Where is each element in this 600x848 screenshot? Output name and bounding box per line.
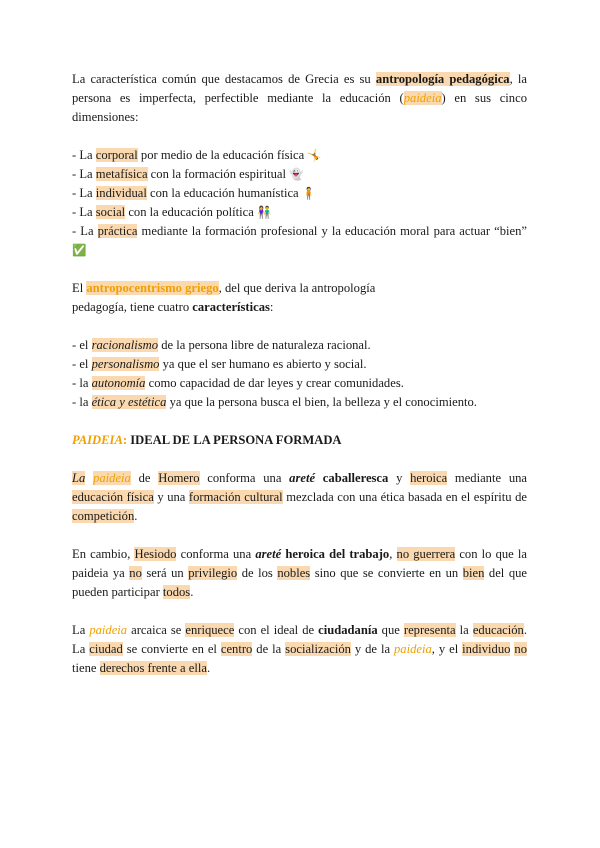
intro-text: , la persona es imperfecta, perfectible mediante la educación ( — [72, 72, 527, 105]
hl: no — [514, 642, 527, 656]
hl: no guerrera — [396, 547, 456, 561]
feature-item — [72, 374, 527, 393]
text: y — [388, 471, 411, 485]
hl: socialización — [285, 642, 351, 656]
feature-item — [72, 355, 527, 374]
feature-item — [72, 393, 527, 412]
dimension-item — [72, 222, 527, 260]
text: mezclada con una ética basada en el espíritu de — [282, 490, 527, 504]
bold-text: caballeresca — [315, 471, 389, 485]
dimension-item — [72, 165, 527, 184]
dimension-text: por medio de la educación física — [137, 148, 308, 162]
text: sino que se convierte en un — [310, 566, 463, 580]
hl: paideia — [93, 471, 131, 485]
feature-highlight: ética y estética — [91, 395, 167, 409]
dimension-prefix: - La — [72, 205, 96, 219]
intro-text: ) en sus cinco dimensiones: — [72, 91, 527, 124]
text: En cambio, — [72, 547, 135, 561]
text: de los — [237, 566, 278, 580]
ghost-icon: 👻 — [289, 167, 304, 181]
hl: nobles — [277, 566, 311, 580]
feature-text: ya que la persona busca el bien, la belleza y el conocimiento. — [166, 395, 477, 409]
text: con el ideal de — [234, 623, 319, 637]
text: . — [134, 509, 138, 523]
highlight-antropocentrismo: antropocentrismo griego — [86, 281, 219, 295]
hl: no — [129, 566, 142, 580]
dimension-prefix: - La — [72, 224, 98, 238]
heading-title: IDEAL DE LA PERSONA FORMADA — [130, 433, 342, 447]
dimension-text: mediante la formación profesional y la educación moral para actuar “bien” — [137, 224, 527, 238]
hl: educación física — [72, 490, 154, 504]
hl: Homero — [158, 471, 200, 485]
text: arcaica se — [127, 623, 186, 637]
hl: ciudad — [89, 642, 123, 656]
paideia: paideia — [394, 642, 432, 656]
text: será un — [141, 566, 189, 580]
dimension-text: con la educación política — [125, 205, 258, 219]
hl: individuo — [462, 642, 511, 656]
text: y una — [153, 490, 189, 504]
arcaica-paragraph — [72, 621, 527, 678]
feature-prefix: - el — [72, 357, 92, 371]
text: tiene — [72, 661, 100, 675]
hl: bien — [462, 566, 485, 580]
hl: enriquece — [185, 623, 235, 637]
dimension-text: con la educación humanística — [146, 186, 302, 200]
feature-prefix: - la — [72, 395, 92, 409]
text: . — [206, 661, 211, 675]
feature-prefix: - la — [72, 376, 92, 390]
feature-highlight: racionalismo — [91, 338, 159, 352]
text: : — [269, 300, 274, 314]
dimension-item — [72, 146, 527, 165]
caracteristicas-bold: características — [192, 300, 270, 314]
text: conforma una — [199, 471, 290, 485]
text: , y el — [431, 642, 463, 656]
hl: privilegio — [188, 566, 238, 580]
heading-paideia: PAIDEIA — [72, 433, 123, 447]
paideia: paideia — [89, 623, 128, 637]
arete: areté — [255, 547, 282, 561]
text: y de la — [350, 642, 394, 656]
hl: educación — [472, 623, 524, 637]
arete: areté — [289, 471, 316, 485]
couple-icon: 👫 — [257, 205, 272, 219]
dimension-highlight: individual — [95, 186, 147, 200]
text: pedagogía, tiene cuatro — [72, 300, 193, 314]
text: mediante una — [447, 471, 527, 485]
gymnast-icon: 🤸 — [307, 148, 322, 162]
highlight-paideia: paideia — [403, 91, 442, 105]
text — [85, 471, 93, 485]
highlight-antropologia: antropología pedagógica — [375, 72, 510, 86]
dimension-highlight: corporal — [95, 148, 138, 162]
text: La — [72, 623, 90, 637]
hl: representa — [403, 623, 456, 637]
hl: competición — [72, 509, 135, 523]
hl: heroica — [410, 471, 448, 485]
antropocentrismo-paragraph — [72, 279, 527, 317]
hl: Hesiodo — [134, 547, 177, 561]
dimension-item — [72, 203, 527, 222]
bold-text: ciudadanía — [318, 623, 378, 637]
text: la — [455, 623, 473, 637]
heading-colon: : — [122, 433, 131, 447]
dimension-text: con la formación espiritual — [147, 167, 290, 181]
text: , del que deriva la antropología — [218, 281, 376, 295]
hl: todos — [162, 585, 191, 599]
feature-text: como capacidad de dar leyes y crear comunidades. — [145, 376, 404, 390]
dimension-highlight: práctica — [97, 224, 138, 238]
homero-paragraph — [72, 469, 527, 526]
feature-text: ya que el ser humano es abierto y social. — [159, 357, 367, 371]
text: que — [377, 623, 404, 637]
dimension-highlight: metafísica — [95, 167, 148, 181]
dimension-highlight: social — [95, 205, 126, 219]
person-standing-icon: 🧍 — [301, 186, 317, 200]
feature-prefix: - el — [72, 338, 92, 352]
dimension-prefix: - La — [72, 148, 96, 162]
feature-highlight: personalismo — [91, 357, 160, 371]
bold-text: heroica del trabajo — [281, 547, 390, 561]
dimension-item — [72, 184, 527, 203]
dimension-prefix: - La — [72, 167, 96, 181]
text: se convierte en el — [122, 642, 221, 656]
text: conforma una — [176, 547, 256, 561]
hl: centro — [220, 642, 253, 656]
feature-highlight: autonomía — [91, 376, 146, 390]
section-heading — [72, 431, 527, 450]
text: . — [190, 585, 194, 599]
document-body — [72, 70, 527, 678]
text: con lo que la paideia ya — [72, 547, 527, 580]
hl: derechos frente a ella — [99, 661, 207, 675]
check-mark-icon: ✅ — [72, 243, 87, 257]
intro-paragraph — [72, 70, 527, 127]
dimension-prefix: - La — [72, 186, 96, 200]
hesiodo-paragraph — [72, 545, 527, 602]
text: de la — [252, 642, 286, 656]
text: El — [72, 281, 87, 295]
text: del que pueden participar — [72, 566, 527, 599]
text: de — [130, 471, 159, 485]
hl: formación cultural — [188, 490, 283, 504]
feature-text: de la persona libre de naturaleza racional. — [158, 338, 371, 352]
intro-text: La característica común que destacamos de Grecia es su — [72, 72, 376, 86]
feature-item — [72, 336, 527, 355]
text: . La — [72, 623, 528, 656]
hl: La — [72, 471, 86, 485]
text: , — [389, 547, 397, 561]
